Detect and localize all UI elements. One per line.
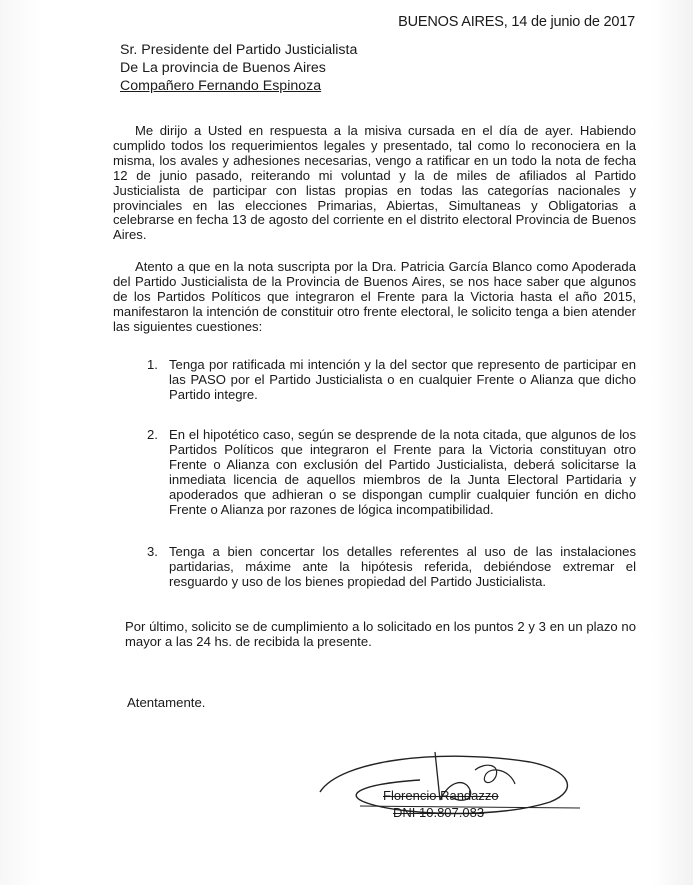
list-item-number: 3. [147, 544, 158, 559]
list-item [147, 358, 636, 403]
paragraph-1 [113, 124, 636, 243]
list-item-text: En el hipotético caso, según se desprende de la nota citada, que algunos de los Partidos Políticos que integraron el Frente para la Victoria constituyan otro Frente o Alianza con exclusión del Partido Justicialista, deberá solicitarse la inmediata licencia de aquellos miembros de la Junta Electoral Partidaria y apoderados que adhieran o se dispongan cumplir cualquier función en dicho Frente o Alianza por razones de lógica incompatibilidad. [169, 427, 636, 517]
signer-name: Florencio Randazzo [383, 788, 499, 803]
recipient-block [120, 41, 357, 95]
paragraph-3-text: Por último, solicito se de cumplimiento a lo solicitado en los puntos 2 y 3 en un plazo no mayor a las 24 hs. de recibida la presente. [125, 619, 636, 649]
list-item [147, 545, 636, 590]
list-item-text: Tenga por ratificada mi intención y la del sector que represento de participar en las PASO por el Partido Justicialista o en cualquier Frente o Alianza que dicho Partido integre. [169, 357, 636, 402]
list-item [147, 428, 636, 517]
recipient-line-3: Compañero Fernando Espinoza [120, 78, 322, 94]
paragraph-3 [125, 620, 636, 650]
recipient-line-1: Sr. Presidente del Partido Justicialista [120, 42, 358, 58]
paragraph-1-text: Me dirijo a Usted en respuesta a la misiva cursada en el día de ayer. Habiendo cumplido todos los requerimientos legales y presentado, tal como lo reconociera en la misma, los avales y adhesiones necesarias, vengo a ratificar en un todo la nota de fecha 12 de junio pasado, reiterando mi voluntad y la de miles de afiliados al Partido Justicialista de participar con listas propias en todas las categorías nacionales y provinciales en las elecciones Primarias, Abiertas, Simultaneas y Obligatorias a celebrarse en fecha 13 de agosto del corriente en el distrito electoral Provincia de Buenos Aires. [113, 123, 636, 243]
paragraph-2-text: Atento a que en la nota suscripta por la Dra. Patricia García Blanco como Apoderada del Partido Justicialista de la Provincia de Buenos Aires, se nos hace saber que algunos de los Partidos Políticos que integraron el Frente para la Victoria hasta el año 2015, manifestaron la intención de constituir otro frente electoral, le solicito tenga a bien atender las siguientes cuestiones: [113, 259, 636, 334]
list-item-text: Tenga a bien concertar los detalles referentes al uso de las instalaciones partidarias, máxime ante la hipótesis referida, debiéndose extremar el resguardo y uso de los bienes propiedad del Partido Justicialista. [169, 544, 636, 589]
list-item-number: 1. [147, 357, 158, 372]
list-item-number: 2. [147, 427, 158, 442]
salutation: Atentamente. [127, 695, 206, 710]
signer-id: DNI 10.807.083 [393, 805, 485, 820]
recipient-line-2: De La provincia de Buenos Aires [120, 60, 326, 76]
paragraph-2 [113, 260, 636, 335]
letter-date: BUENOS AIRES, 14 de junio de 2017 [398, 14, 635, 30]
